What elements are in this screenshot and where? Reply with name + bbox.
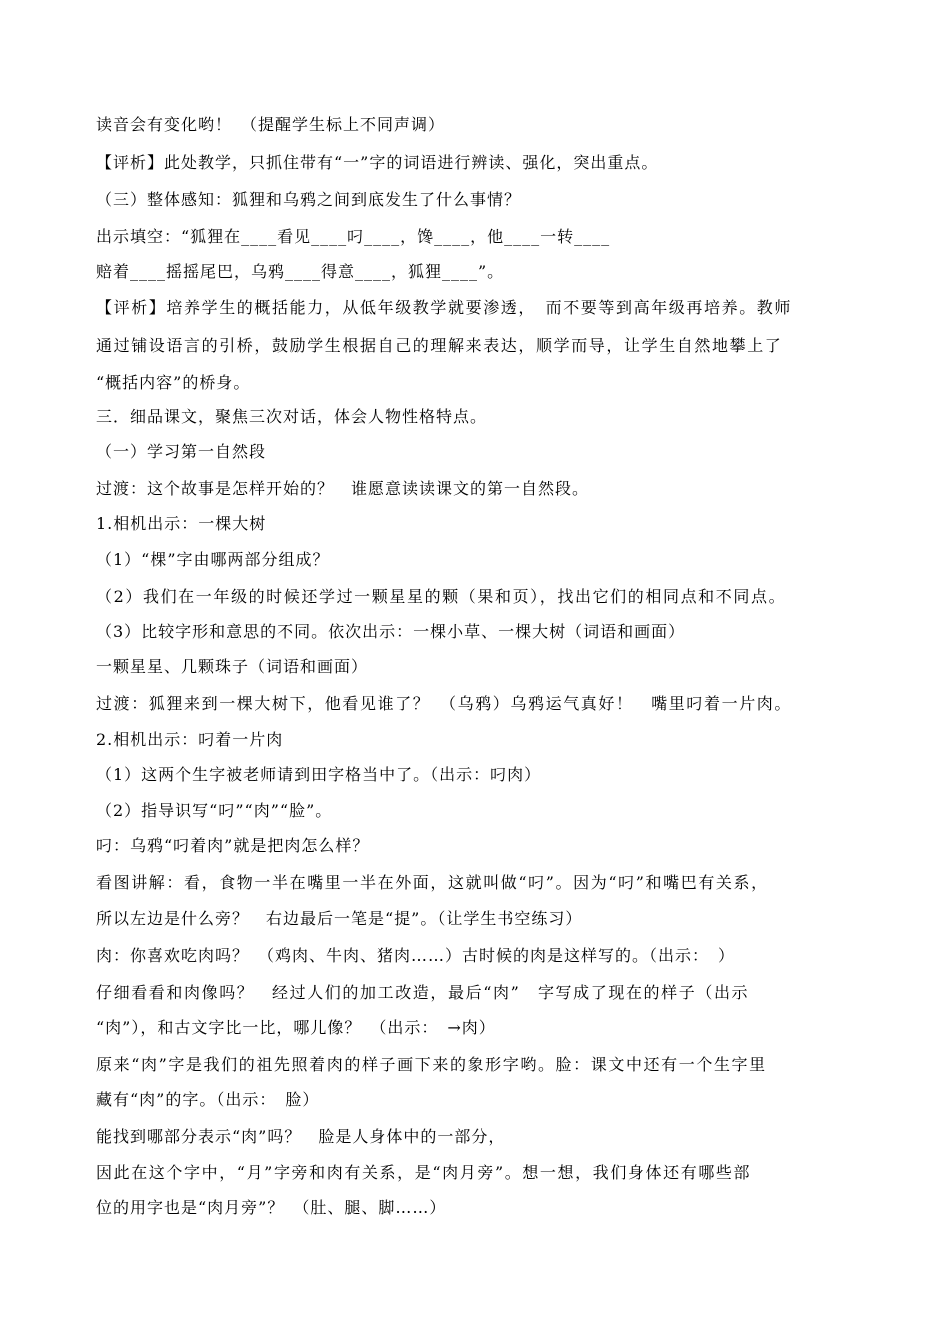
text-line: 读音会有变化哟！ （提醒学生标上不同声调） [96,115,446,134]
text-line: 叼：乌鸦“叼着肉”就是把肉怎么样？ [96,836,370,855]
text-line: 赔着____摇摇尾巴，乌鸦____得意____，狐狸____”。 [96,262,505,281]
text-line: 2.相机出示：叼着一片肉 [96,730,284,749]
text-line: 藏有“肉”的字。（出示： 脸） [96,1090,320,1109]
text-line: 仔细看看和肉像吗？ 经过人们的加工改造，最后“肉” 字写成了现在的样子（出示 [96,983,750,1002]
text-line: 原来“肉”字是我们的祖先照着肉的样子画下来的象形字哟。脸：课文中还有一个生字里 [96,1055,767,1074]
text-line: （1）这两个生字被老师请到田字格当中了。（出示：叼肉） [96,765,542,784]
text-line: 所以左边是什么旁？ 右边最后一笔是“提”。（让学生书空练习） [96,909,583,928]
text-line: 一颗星星、几颗珠子（词语和画面） [96,657,369,676]
text-line: 看图讲解：看，食物一半在嘴里一半在外面，这就叫做“叼”。因为“叼”和嘴巴有关系， [96,873,769,892]
text-line: （2）指导识写“叼”“肉”“脸”。 [96,801,333,820]
text-line: （三）整体感知：狐狸和乌鸦之间到底发生了什么事情？ [96,190,522,209]
text-line: 【评析】培养学生的概括能力，从低年级教学就要渗透， 而不要等到高年级再培养。教师 [96,298,793,317]
text-line: 过渡：这个故事是怎样开始的？ 谁愿意读读课文的第一自然段。 [96,479,590,498]
text-line: （2）我们在一年级的时候还学过一颗星星的颗（果和页），找出它们的相同点和不同点。 [96,587,787,606]
text-line: “肉”），和古文字比一比，哪儿像？ （出示： →肉） [96,1018,496,1037]
text-line: 过渡：狐狸来到一棵大树下，他看见谁了？ （乌鸦）乌鸦运气真好！ 嘴里叼着一片肉。 [96,694,793,713]
text-line: 1.相机出示：一棵大树 [96,514,267,533]
text-line: （1）“棵”字由哪两部分组成？ [96,550,330,569]
text-line: （一）学习第一自然段 [96,442,267,461]
text-line: 通过铺设语言的引桥，鼓励学生根据自己的理解来表达，顺学而导，让学生自然地攀上了 [96,336,783,355]
text-line: 肉：你喜欢吃肉吗？ （鸡肉、牛肉、猪肉……）古时候的肉是这样写的。（出示： ） [96,946,736,965]
text-line: 出示填空：“狐狸在____看见____叼____，馋____，他____一转____ [96,227,611,246]
text-line: 因此在这个字中，“月”字旁和肉有关系，是“肉月旁”。想一想，我们身体还有哪些部 [96,1163,752,1182]
text-line: 能找到哪部分表示“肉”吗？ 脸是人身体中的一部分， [96,1127,506,1146]
section-heading: 三．细品课文，聚焦三次对话，体会人物性格特点。 [96,407,488,426]
text-line: 【评析】此处教学，只抓住带有“一”字的词语进行辨读、强化，突出重点。 [96,153,659,172]
text-line: 位的用字也是“肉月旁”？ （肚、腿、脚……） [96,1198,447,1217]
text-line: （3）比较字形和意思的不同。依次出示：一棵小草、一棵大树（词语和画面） [96,622,686,641]
text-line: “概括内容”的桥身。 [96,373,251,392]
